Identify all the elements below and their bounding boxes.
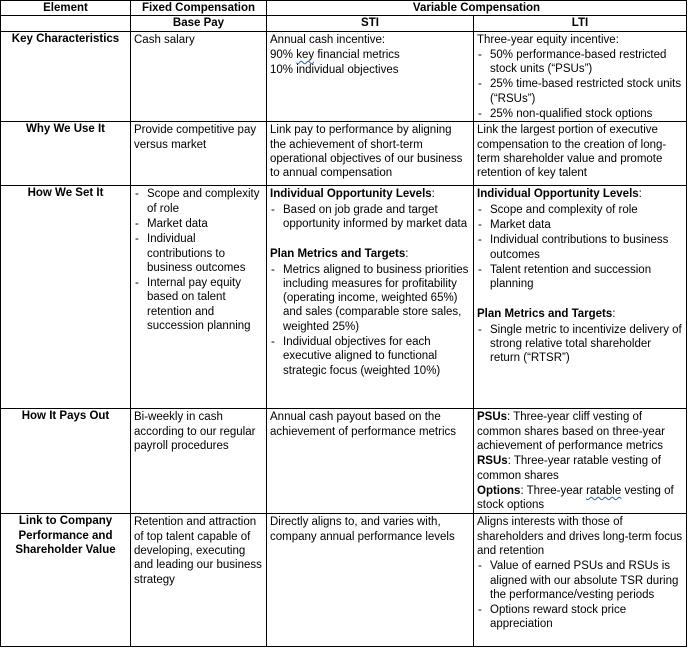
spellcheck-underline: ratable — [586, 484, 622, 497]
how-base-cell — [131, 186, 267, 409]
link-lti-cell — [474, 514, 687, 647]
row-how-it-pays-out — [1, 409, 687, 514]
header-fixed-compensation: Fixed Compensation — [131, 1, 267, 16]
why-base-text: Provide competitive pay versus market — [134, 124, 257, 151]
list-item: - Market data — [477, 218, 683, 232]
list-item: - Scope and complexity of role — [477, 203, 683, 217]
pays-lti-options: Options: Three-year ratable vesting of stock options — [477, 484, 674, 512]
list-item: - Based on job grade and target opportunity informed by market data — [270, 203, 470, 232]
how-lti-heading-opportunity: Individual Opportunity Levels: — [477, 188, 642, 201]
pays-lti-rsus: RSUs: Three-year ratable vesting of common shares — [477, 455, 661, 482]
header-base-pay: Base Pay — [131, 16, 267, 31]
list-item: - 25% non-qualified stock options — [477, 107, 683, 121]
list-item: - Individual contributions to business outcomes — [477, 233, 683, 262]
pays-sti-text: Annual cash payout based on the achievement of performance metrics — [270, 411, 456, 438]
link-lti-intro: Aligns interests with those of shareholders and drives long-term focus and retention — [477, 516, 683, 557]
row-label-key-characteristics: Key Characteristics — [1, 31, 131, 122]
why-lti-cell — [474, 122, 687, 186]
pays-lti-cell — [474, 409, 687, 514]
row-key-characteristics — [1, 31, 687, 122]
how-sti-heading-metrics: Plan Metrics and Targets: — [270, 248, 409, 261]
why-base-cell — [131, 122, 267, 186]
link-sti-cell — [267, 514, 474, 647]
list-item: - Scope and complexity of role — [134, 187, 263, 216]
key-base-cell — [131, 31, 267, 122]
list-item: - Individual objectives for each executive aligned to functional strategic focus (weighted 10%) — [270, 335, 470, 378]
key-sti-cell — [267, 31, 474, 122]
list-item: - Value of earned PSUs and RSUs is aligned with our absolute TSR during the performance/vesting periods — [477, 559, 683, 602]
list-item: - Individual contributions to business outcomes — [134, 232, 263, 275]
key-sti-line-2: 10% individual objectives — [270, 64, 399, 77]
key-lti-cell — [474, 31, 687, 122]
list-item: - Market data — [134, 217, 263, 231]
header-element: Element — [1, 1, 131, 16]
how-lti-heading-metrics: Plan Metrics and Targets: — [477, 308, 616, 321]
key-sti-intro: Annual cash incentive: — [270, 33, 386, 46]
how-sti-cell — [267, 186, 474, 409]
list-item: - 25% time-based restricted stock units (“RSUs”) — [477, 77, 683, 106]
list-item: - Internal pay equity based on talent retention and succession planning — [134, 276, 263, 333]
header-variable-compensation: Variable Compensation — [267, 1, 687, 16]
why-sti-cell — [267, 122, 474, 186]
row-label-link-to-company-performance: Link to Company Performance and Shareholder Value — [1, 514, 131, 647]
list-item: - Talent retention and succession planning — [477, 263, 683, 292]
row-label-why-we-use-it: Why We Use It — [1, 122, 131, 186]
spellcheck-underline: key — [296, 48, 315, 61]
list-item: - Metrics aligned to business priorities including measures for profitability (operating income, weighted 65%) and sales (comparable store sales, weighted 25%) — [270, 263, 470, 334]
list-item: - Options reward stock price appreciation — [477, 603, 683, 632]
key-lti-intro: Three-year equity incentive: — [477, 33, 619, 46]
header-sti: STI — [267, 16, 474, 31]
pays-lti-psus: PSUs: Three-year cliff vesting of common shares based on three-year achievement of performance metrics — [477, 411, 665, 452]
header-row-groups — [1, 1, 687, 16]
link-base-cell — [131, 514, 267, 647]
row-label-how-we-set-it: How We Set It — [1, 186, 131, 409]
link-sti-text: Directly aligns to, and varies with, company annual performance levels — [270, 516, 455, 543]
key-base-text: Cash salary — [134, 33, 195, 46]
pays-sti-cell — [267, 409, 474, 514]
link-base-text: Retention and attraction of top talent capable of developing, executing and leading our business strategy — [134, 516, 262, 586]
pays-base-text: Bi-weekly in cash according to our regular payroll procedures — [134, 411, 256, 452]
how-lti-cell — [474, 186, 687, 409]
pays-base-cell — [131, 409, 267, 514]
why-lti-text: Link the largest portion of executive compensation to the creation of long-term shareholder value and promote retention of key talent — [477, 124, 667, 180]
list-item: - 50% performance-based restricted stock units (“PSUs”) — [477, 48, 683, 77]
row-why-we-use-it — [1, 122, 687, 186]
header-lti: LTI — [474, 16, 687, 31]
list-item: - Single metric to incentivize delivery of strong relative total shareholder return (“RTSR”) — [477, 323, 683, 366]
key-sti-line-1: 90% key financial metrics — [270, 48, 400, 61]
how-sti-heading-opportunity: Individual Opportunity Levels: — [270, 188, 435, 201]
header-row-columns — [1, 16, 687, 31]
row-link-to-company-performance — [1, 514, 687, 647]
row-label-how-it-pays-out: How It Pays Out — [1, 409, 131, 514]
why-sti-text: Link pay to performance by aligning the achievement of short-term operational objectives of our business to annual compensation — [270, 124, 463, 180]
row-how-we-set-it — [1, 186, 687, 409]
header-empty-cell — [1, 16, 131, 31]
